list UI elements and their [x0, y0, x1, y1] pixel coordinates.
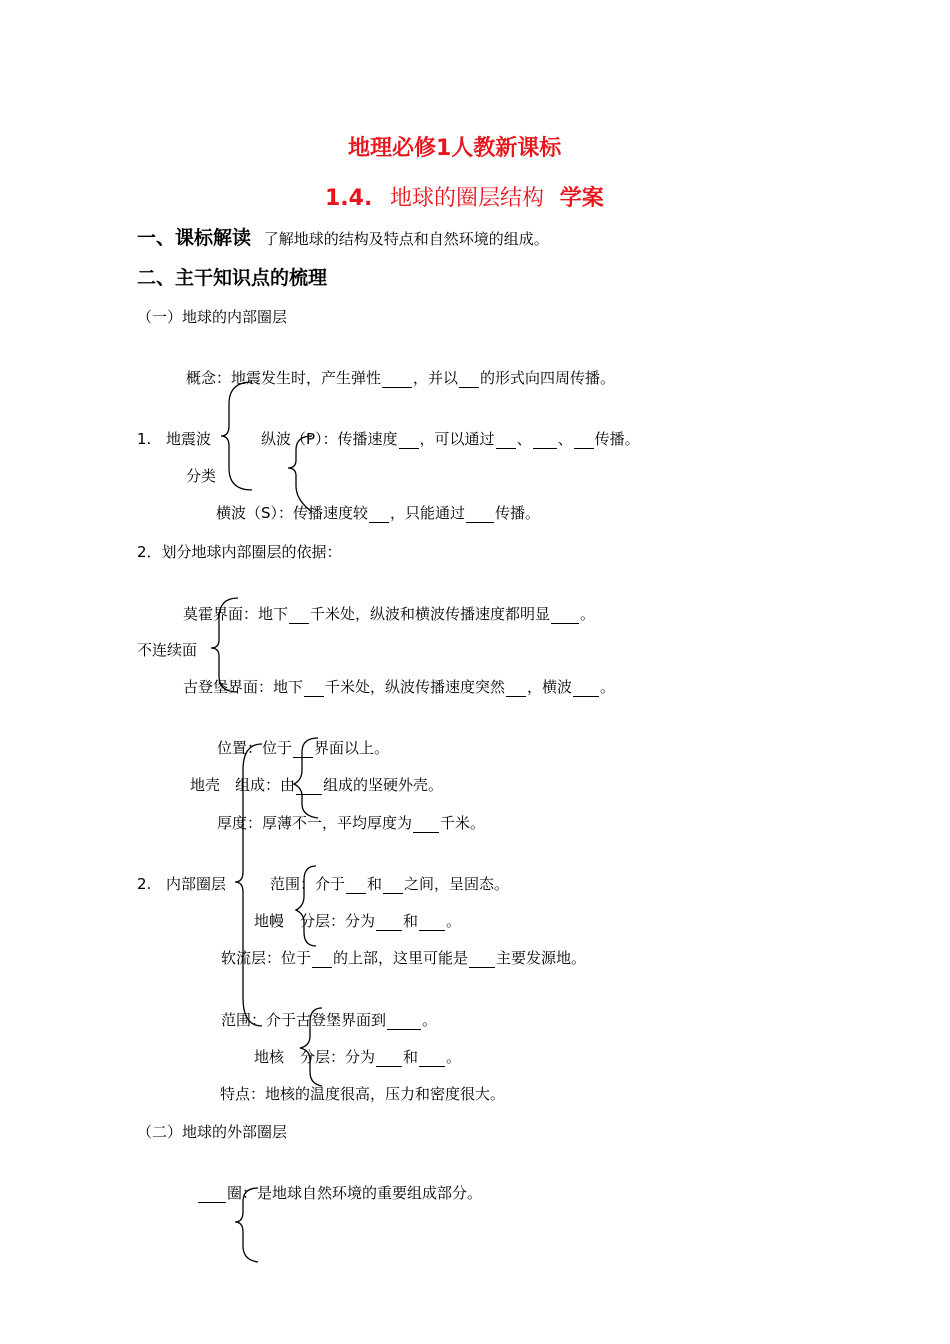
mantle-layers: 分层：分为 和 。 — [300, 912, 462, 930]
blank-field — [293, 741, 313, 758]
blank-field — [376, 1050, 402, 1067]
blank-field — [574, 432, 594, 449]
section-1 — [137, 226, 549, 251]
blank-field — [346, 877, 366, 894]
blank-field — [459, 371, 479, 388]
blank-field — [289, 607, 309, 624]
mantle-label: 地幔 — [254, 912, 285, 930]
blank-field — [376, 914, 402, 931]
seismic-classify-label: 分类 — [186, 467, 217, 485]
blank-field — [533, 432, 557, 449]
lesson-name: 地球的圈层结构 — [390, 186, 545, 211]
blank-field — [419, 914, 445, 931]
asthenosphere: 软流层：位于 的上部，这里可能是 主要发源地。 — [221, 949, 587, 967]
s-wave: 横波（S）：传播速度较 ，只能通过 传播。 — [216, 504, 541, 522]
basis-heading: 2．划分地球内部圈层的依据： — [137, 543, 342, 561]
blank-field — [506, 680, 526, 697]
lesson-number: 1.4. — [325, 186, 373, 211]
gutenberg-line: 古登堡界面：地下 千米处，纵波传播速度突然 ，横波 。 — [183, 678, 616, 696]
section-2-heading: 二、主干知识点的梳理 — [137, 267, 328, 289]
discontinuity-label: 不连续面 — [137, 641, 198, 659]
blank-field — [382, 371, 412, 388]
blank-field — [469, 951, 495, 968]
inner-layers-label: 内部圈层 — [166, 875, 227, 893]
blank-field — [573, 680, 599, 697]
blank-field — [399, 432, 419, 449]
core-range: 范围：介于古登堡界面到 。 — [221, 1011, 438, 1029]
document-title: 地理必修1人教新课标 — [348, 136, 562, 161]
blank-field — [383, 877, 403, 894]
moho-line: 莫霍界面：地下 千米处，纵波和横波传播速度都明显 。 — [183, 605, 596, 623]
lesson-tag: 学案 — [559, 186, 604, 211]
section-1-heading: 一、课标解读 — [137, 227, 252, 249]
seismic-number: 1. — [137, 430, 152, 448]
crust-thickness: 厚度：厚薄不一，平均厚度为 千米。 — [217, 814, 486, 832]
core-feature: 特点：地核的温度很高，压力和密度很大。 — [220, 1085, 506, 1103]
brace-seismic — [221, 382, 252, 490]
layers-number: 2. — [137, 875, 152, 893]
seismic-concept: 概念：地震发生时，产生弹性 ，并以 的形式向四周传播。 — [186, 369, 616, 387]
blank-field — [466, 506, 494, 523]
crust-position: 位置：位于 界面以上。 — [217, 739, 390, 757]
blank-field — [304, 680, 324, 697]
p-wave: 纵波（P）：传播速度 ，可以通过 、 、 传播。 — [261, 430, 640, 448]
blank-field — [496, 432, 516, 449]
outer-sphere-line: 圈：是地球自然环境的重要组成部分。 — [197, 1183, 482, 1203]
blank-field — [413, 816, 439, 833]
crust-composition: 组成：由 组成的坚硬外壳。 — [235, 776, 444, 794]
blank-field — [369, 506, 389, 523]
core-layers: 分层：分为 和 。 — [300, 1048, 462, 1066]
seismic-label: 地震波 — [166, 430, 212, 448]
blank-field — [551, 607, 579, 624]
part-2-heading: （二）地球的外部圈层 — [137, 1123, 288, 1141]
section-1-text: 了解地球的结构及特点和自然环境的组成。 — [263, 230, 549, 248]
mantle-range: 范围：介于 和 之间，呈固态。 — [270, 875, 510, 893]
blank-field — [312, 951, 332, 968]
blank-field — [198, 1186, 226, 1203]
blank-field — [419, 1050, 445, 1067]
core-label: 地核 — [254, 1048, 285, 1066]
lesson-title — [325, 185, 604, 213]
blank-field — [387, 1013, 421, 1030]
blank-field — [296, 778, 322, 795]
crust-label: 地壳 — [190, 776, 221, 794]
part-1-heading: （一）地球的内部圈层 — [137, 308, 288, 326]
